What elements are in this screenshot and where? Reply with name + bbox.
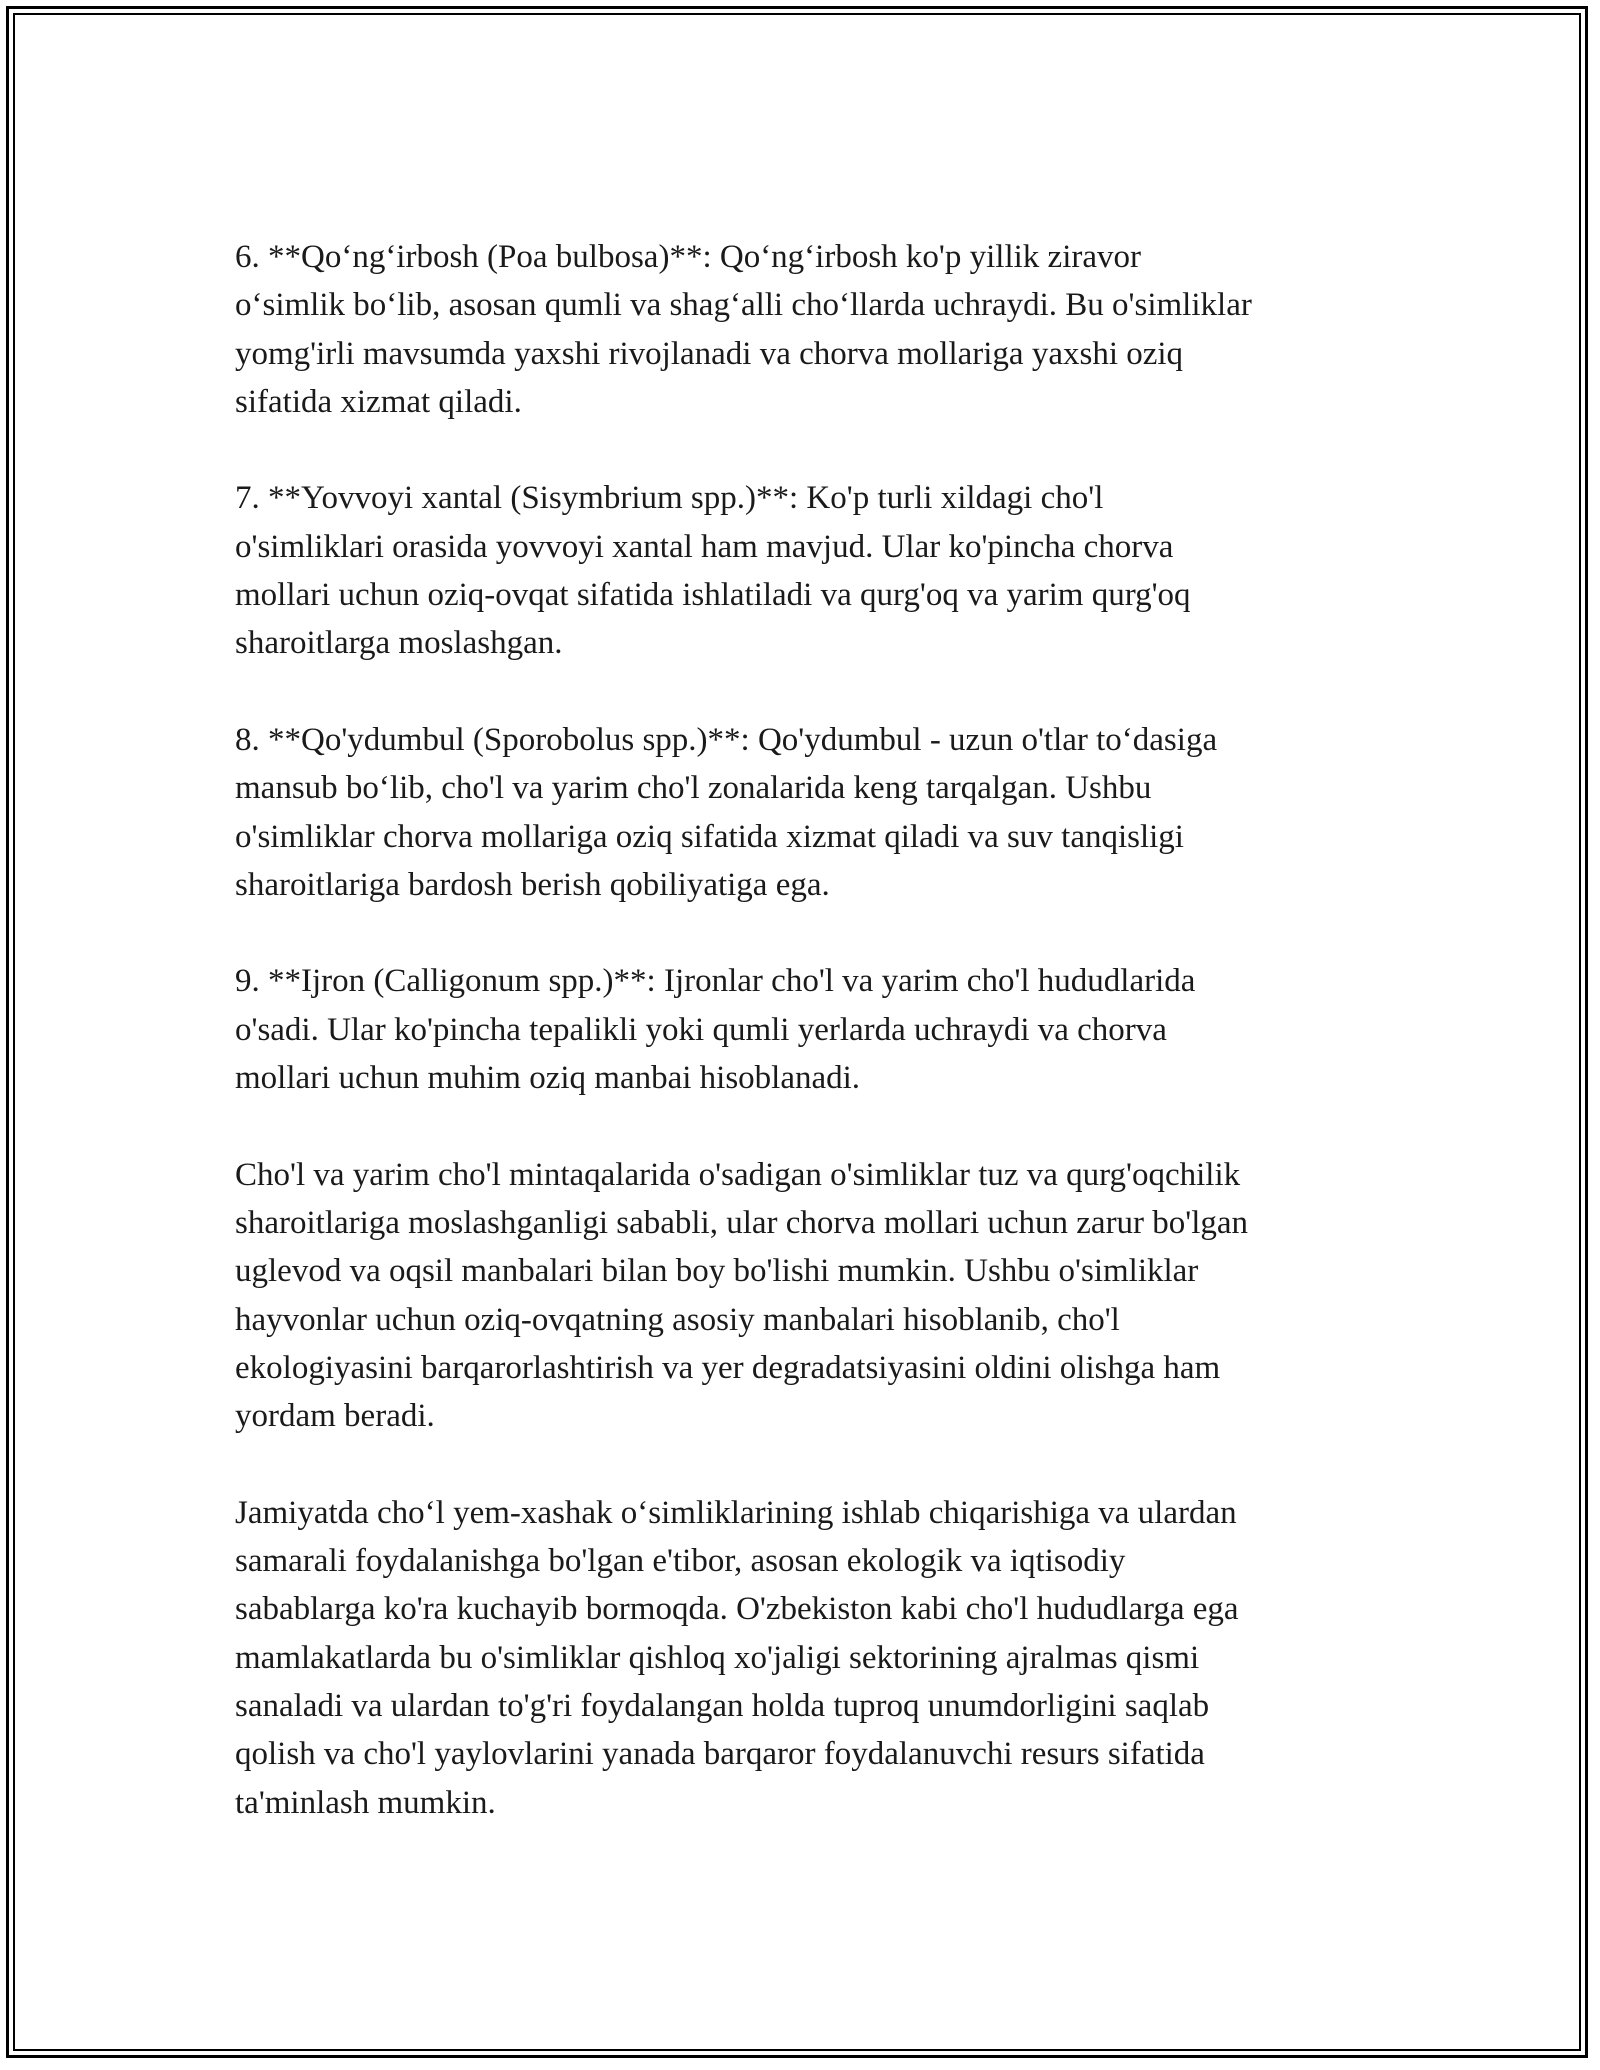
paragraph-sporobolus: 8. **Qo'ydumbul (Sporobolus spp.)**: Qo'ydumbul - uzun o'tlar to‘dasiga mansub bo‘lib, cho'l va yarim cho'l zonalarida keng tarqalgan. Ushbu o'simliklar chorva mollariga oziq sifatida xizmat qiladi va suv tanqisligi sharoitlariga bardosh berish qobiliyatiga ega. (235, 721, 1218, 903)
paragraph-poa-bulbosa: 6. **Qo‘ng‘irbosh (Poa bulbosa)**: Qo‘ng‘irbosh ko'p yillik ziravor o‘simlik bo‘lib, asosan qumli va shag‘alli cho‘llarda uchraydi. Bu o'simliklar yomg'irli mavsumda yaxshi rivojlanadi va chorva mollariga yaxshi oziq sifatida xizmat qiladi. (235, 239, 1252, 420)
document-body (235, 233, 1375, 1827)
paragraph-sisymbrium: 7. **Yovvoyi xantal (Sisymbrium spp.)**: Ko'p turli xildagi cho'l o'simliklari orasida yovvoyi xantal ham mavjud. Ular ko'pincha chorva mollari uchun oziq-ovqat sifatida ishlatiladi va qurg'oq va yarim qurg'oq sharoitlarga moslashgan. (235, 480, 1191, 662)
paragraph-summary: Cho'l va yarim cho'l mintaqalarida o'sadigan o'simliklar tuz va qurg'oqchilik sharoitlariga moslashganligi sababli, ular chorva mollari uchun zarur bo'lgan uglevod va oqsil manbalari bilan boy bo'lishi mumkin. Ushbu o'simliklar hayvonlar uchun oziq-ovqatning asosiy manbalari hisoblanib, cho'l ekologiyasini barqarorlashtirish va yer degradatsiyasini oldini olishga ham yordam beradi. (235, 1156, 1249, 1435)
paragraph-conclusion: Jamiyatda cho‘l yem-xashak o‘simliklarining ishlab chiqarishiga va ulardan samarali foydalanishga bo'lgan e'tibor, asosan ekologik va iqtisodiy sabablarga ko'ra kuchayib bormoqda. O'zbekiston kabi cho'l hududlarga ega mamlakatlarda bu o'simliklar qishloq xo'jaligi sektorining ajralmas qismi sanaladi va ulardan to'g'ri foydalangan holda tuproq unumdorligini saqlab qolish va cho'l yaylovlarini yanada barqaror foydalanuvchi resurs sifatida ta'minlash mumkin. (235, 1494, 1239, 1821)
paragraph-calligonum: 9. **Ijron (Calligonum spp.)**: Ijronlar cho'l va yarim cho'l hududlarida o'sadi. Ular ko'pincha tepalikli yoki qumli yerlarda uchraydi va chorva mollari uchun muhim oziq manbai hisoblanadi. (235, 963, 1196, 1097)
